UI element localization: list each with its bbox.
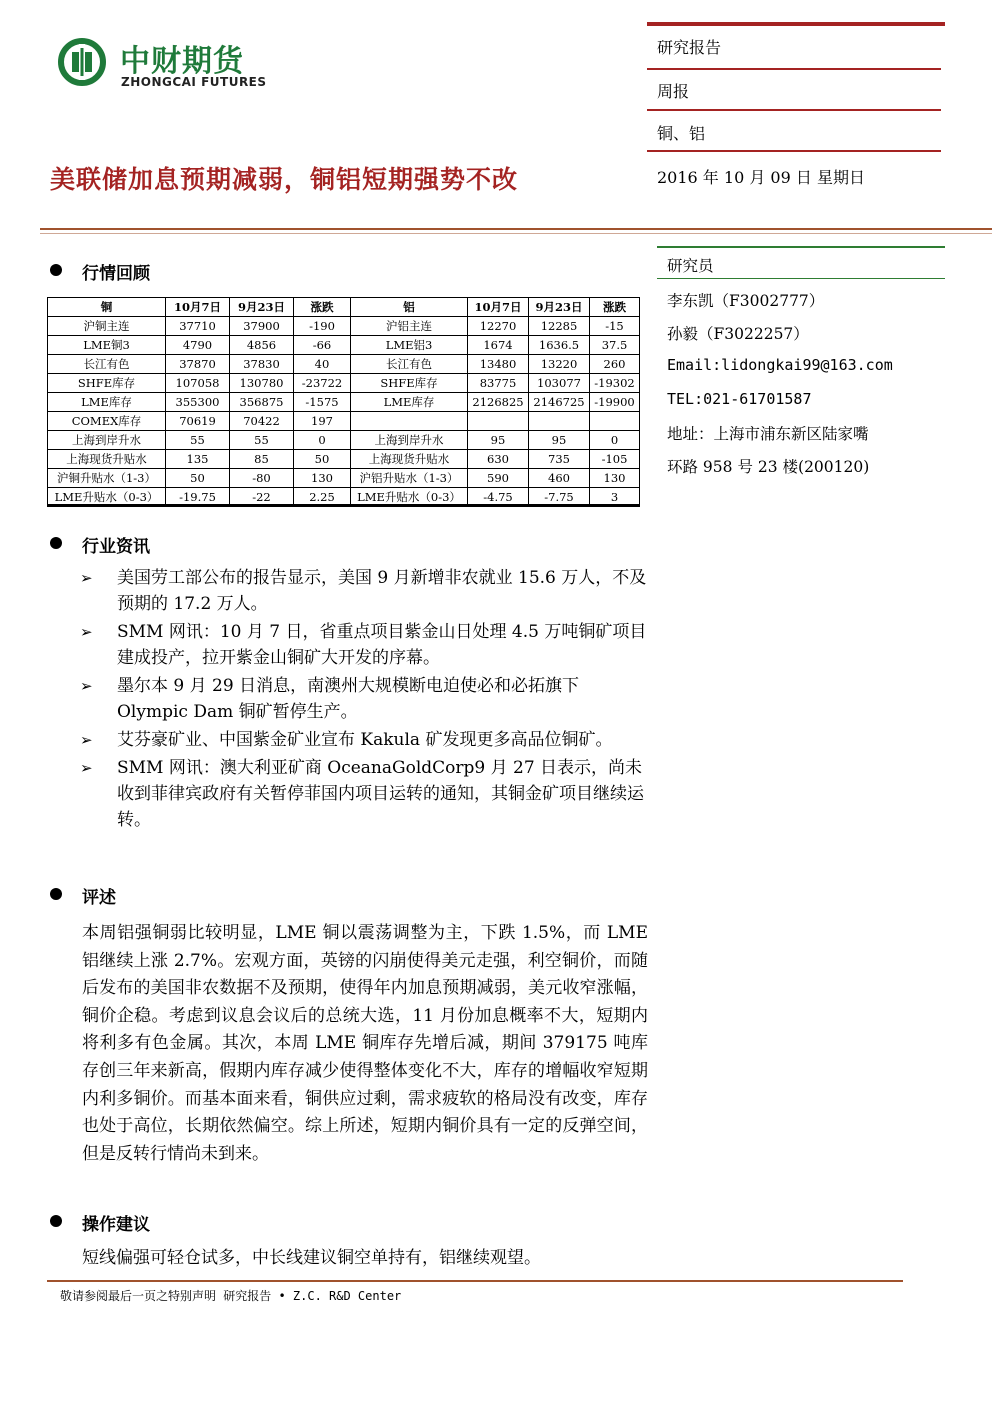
news-text: SMM 网讯：10 月 7 日，省重点项目紫金山日处理 4.5 万吨铜矿项目建成投产，拉开紫金山铜矿大开发的序幕。 bbox=[117, 622, 647, 668]
table-cell: -66 bbox=[294, 336, 351, 355]
report-frequency: 周报 bbox=[657, 82, 690, 101]
news-list bbox=[80, 565, 650, 835]
table-cell: -190 bbox=[294, 317, 351, 336]
bullet-dot-icon bbox=[50, 537, 62, 549]
header-divider-1 bbox=[647, 68, 941, 70]
header-divider-3 bbox=[647, 150, 941, 152]
table-header-cell: 9月23日 bbox=[230, 298, 294, 317]
table-cell: 0 bbox=[294, 431, 351, 450]
address-line-2: 环路 958 号 23 楼(200120) bbox=[667, 458, 870, 476]
header-bar-top bbox=[647, 22, 945, 26]
table-bottom-rule bbox=[47, 504, 639, 506]
table-header-cell: 铝 bbox=[351, 298, 468, 317]
arrow-bullet-icon: ➢ bbox=[80, 623, 93, 641]
market-table bbox=[47, 297, 640, 507]
table-cell: -19900 bbox=[590, 393, 640, 412]
table-header-row bbox=[48, 298, 640, 317]
table-cell: 12285 bbox=[529, 317, 590, 336]
table-cell: 37.5 bbox=[590, 336, 640, 355]
table-cell: 4856 bbox=[230, 336, 294, 355]
table-cell: 50 bbox=[294, 450, 351, 469]
table-row bbox=[48, 431, 640, 450]
table-cell: 37710 bbox=[166, 317, 230, 336]
table-cell: 2126825 bbox=[468, 393, 529, 412]
table-row bbox=[48, 450, 640, 469]
table-cell: 95 bbox=[468, 431, 529, 450]
logo-chinese-name: 中财期货 bbox=[120, 44, 244, 79]
header-divider-2 bbox=[647, 109, 941, 111]
table-row bbox=[48, 336, 640, 355]
table-cell: 37900 bbox=[230, 317, 294, 336]
analyst-2: 孙毅（F3022257） bbox=[667, 325, 809, 343]
table-cell: 上海现货升贴水 bbox=[351, 450, 468, 469]
table-row bbox=[48, 469, 640, 488]
table-cell: -22 bbox=[230, 488, 294, 507]
table-cell: 83775 bbox=[468, 374, 529, 393]
sidebar-divider bbox=[657, 278, 945, 279]
advice-paragraph: 短线偏强可轻仓试多，中长线建议铜空单持有，铝继续观望。 bbox=[82, 1248, 541, 1268]
table-header-cell: 10月7日 bbox=[468, 298, 529, 317]
arrow-bullet-icon: ➢ bbox=[80, 731, 93, 749]
table-cell: 356875 bbox=[230, 393, 294, 412]
table-cell: 107058 bbox=[166, 374, 230, 393]
company-logo bbox=[58, 36, 318, 96]
table-cell bbox=[468, 412, 529, 431]
table-cell: 1636.5 bbox=[529, 336, 590, 355]
table-cell: 590 bbox=[468, 469, 529, 488]
table-cell bbox=[351, 412, 468, 431]
table-cell: LME升贴水（0-3） bbox=[48, 488, 166, 507]
table-cell: LME库存 bbox=[48, 393, 166, 412]
table-cell: 12270 bbox=[468, 317, 529, 336]
table-cell: 长江有色 bbox=[48, 355, 166, 374]
table-cell: SHFE库存 bbox=[48, 374, 166, 393]
arrow-bullet-icon: ➢ bbox=[80, 677, 93, 695]
header-separator bbox=[40, 228, 992, 230]
table-cell: 沪铜升贴水（1-3） bbox=[48, 469, 166, 488]
table-header-cell: 10月7日 bbox=[166, 298, 230, 317]
table-row bbox=[48, 374, 640, 393]
table-cell: 95 bbox=[529, 431, 590, 450]
table-cell: -105 bbox=[590, 450, 640, 469]
sidebar-top-bar bbox=[657, 246, 945, 248]
table-cell: 197 bbox=[294, 412, 351, 431]
table-cell bbox=[590, 412, 640, 431]
table-cell: -7.75 bbox=[529, 488, 590, 507]
table-row bbox=[48, 393, 640, 412]
table-cell: 630 bbox=[468, 450, 529, 469]
sidebar-heading: 研究员 bbox=[667, 257, 714, 275]
table-cell: 70422 bbox=[230, 412, 294, 431]
table-cell: 上海现货升贴水 bbox=[48, 450, 166, 469]
report-metals: 铜、铝 bbox=[657, 124, 706, 143]
arrow-bullet-icon: ➢ bbox=[80, 569, 93, 587]
analyst-1: 李东凯（F3002777） bbox=[667, 292, 825, 310]
table-header-cell: 铜 bbox=[48, 298, 166, 317]
table-cell: -19302 bbox=[590, 374, 640, 393]
table-cell: 130780 bbox=[230, 374, 294, 393]
table-header-cell: 9月23日 bbox=[529, 298, 590, 317]
table-cell: SHFE库存 bbox=[351, 374, 468, 393]
section-title: 操作建议 bbox=[82, 1215, 150, 1235]
table-cell bbox=[529, 412, 590, 431]
footer-rule bbox=[47, 1280, 903, 1282]
table-cell: 沪铜主连 bbox=[48, 317, 166, 336]
news-text: SMM 网讯：澳大利亚矿商 OceanaGoldCorp9 月 27 日表示，尚未收到菲律宾政府有关暂停菲国内项目运转的通知，其铜金矿项目继续运转。 bbox=[117, 758, 644, 830]
table-cell: 37830 bbox=[230, 355, 294, 374]
table-row bbox=[48, 412, 640, 431]
bullet-dot-icon bbox=[50, 1215, 62, 1227]
table-cell: 55 bbox=[166, 431, 230, 450]
table-cell: 4790 bbox=[166, 336, 230, 355]
table-cell: -1575 bbox=[294, 393, 351, 412]
table-cell: -80 bbox=[230, 469, 294, 488]
table-cell: 3 bbox=[590, 488, 640, 507]
table-cell: 50 bbox=[166, 469, 230, 488]
analyst-email: Email:lidongkai99@163.com bbox=[667, 356, 893, 374]
table-cell: -23722 bbox=[294, 374, 351, 393]
table-cell: LME铝3 bbox=[351, 336, 468, 355]
table-cell: 2146725 bbox=[529, 393, 590, 412]
section-title: 评述 bbox=[82, 888, 116, 908]
bullet-dot-icon bbox=[50, 888, 62, 900]
news-item bbox=[80, 619, 650, 671]
table-cell: 55 bbox=[230, 431, 294, 450]
news-item bbox=[80, 755, 650, 833]
section-title: 行情回顾 bbox=[82, 264, 150, 284]
table-row bbox=[48, 355, 640, 374]
logo-english-name: ZHONGCAI FUTURES bbox=[121, 75, 267, 89]
table-cell: 130 bbox=[294, 469, 351, 488]
news-item bbox=[80, 565, 650, 617]
table-cell: 1674 bbox=[468, 336, 529, 355]
table-cell: 260 bbox=[590, 355, 640, 374]
news-text: 墨尔本 9 月 29 日消息，南澳州大规模断电迫使必和必拓旗下 Olympic Dam 铜矿暂停生产。 bbox=[117, 676, 580, 722]
news-item bbox=[80, 673, 650, 725]
table-cell: 85 bbox=[230, 450, 294, 469]
table-header-cell: 涨跌 bbox=[590, 298, 640, 317]
table-cell: -19.75 bbox=[166, 488, 230, 507]
commentary-paragraph: 本周铝强铜弱比较明显，LME 铜以震荡调整为主，下跌 1.5%，而 LME 铝继续上涨 2.7%。宏观方面，英镑的闪崩使得美元走强，利空铜价，而随后发布的美国非农数据不及预期，使得年内加息预期减弱，美元收窄涨幅，铜价企稳。考虑到议息会议后的总统大选，11 月份加息概率不大，短期内将利多有色金属。其次，本周 LME 铜库存先增后减，期间 379175 吨库存创三年来新高，假期内库存减少使得整体变化不大，库存的增幅收窄短期内利多铜价。而基本面来看，铜供应过剩，需求疲软的格局没有改变，库存也处于高位，长期依然偏空。综上所述，短期内铜价具有一定的反弹空间，但是反转行情尚未到来。 bbox=[82, 923, 648, 1164]
report-type: 研究报告 bbox=[657, 38, 722, 57]
table-cell: LME库存 bbox=[351, 393, 468, 412]
news-item bbox=[80, 727, 650, 753]
table-cell: LME升贴水（0-3） bbox=[351, 488, 468, 507]
table-cell: 沪铝升贴水（1-3） bbox=[351, 469, 468, 488]
table-cell: 70619 bbox=[166, 412, 230, 431]
page-title: 美联储加息预期减弱，铜铝短期强势不改 bbox=[50, 165, 519, 194]
table-cell: 上海到岸升水 bbox=[351, 431, 468, 450]
table-cell: LME铜3 bbox=[48, 336, 166, 355]
arrow-bullet-icon: ➢ bbox=[80, 759, 93, 777]
table-cell: 长江有色 bbox=[351, 355, 468, 374]
table-cell: 103077 bbox=[529, 374, 590, 393]
table-cell: 130 bbox=[590, 469, 640, 488]
table-cell: 460 bbox=[529, 469, 590, 488]
address-line-1: 地址：上海市浦东新区陆家嘴 bbox=[667, 425, 869, 443]
page-footer: 敬请参阅最后一页之特别声明 研究报告 • Z.C. R&D Center bbox=[60, 1289, 402, 1303]
table-cell: 2.25 bbox=[294, 488, 351, 507]
table-cell: -15 bbox=[590, 317, 640, 336]
analyst-phone: TEL:021-61701587 bbox=[667, 390, 812, 408]
table-cell: -4.75 bbox=[468, 488, 529, 507]
table-cell: 13480 bbox=[468, 355, 529, 374]
news-text: 美国劳工部公布的报告显示，美国 9 月新增非农就业 15.6 万人，不及预期的 17.2 万人。 bbox=[117, 568, 647, 614]
news-text: 艾芬豪矿业、中国紫金矿业宣布 Kakula 矿发现更多高品位铜矿。 bbox=[117, 730, 613, 750]
table-cell: 40 bbox=[294, 355, 351, 374]
section-title: 行业资讯 bbox=[82, 537, 150, 557]
table-cell: 135 bbox=[166, 450, 230, 469]
table-cell: 355300 bbox=[166, 393, 230, 412]
table-row bbox=[48, 317, 640, 336]
table-cell: 上海到岸升水 bbox=[48, 431, 166, 450]
logo-emblem-icon bbox=[58, 38, 106, 86]
table-cell: 735 bbox=[529, 450, 590, 469]
report-date: 2016 年 10 月 09 日 星期日 bbox=[657, 168, 865, 187]
header-separator-thin bbox=[40, 233, 992, 234]
table-header-cell: 涨跌 bbox=[294, 298, 351, 317]
table-cell: 0 bbox=[590, 431, 640, 450]
bullet-dot-icon bbox=[50, 264, 62, 276]
table-cell: COMEX库存 bbox=[48, 412, 166, 431]
table-cell: 37870 bbox=[166, 355, 230, 374]
table-cell: 沪铝主连 bbox=[351, 317, 468, 336]
table-cell: 13220 bbox=[529, 355, 590, 374]
